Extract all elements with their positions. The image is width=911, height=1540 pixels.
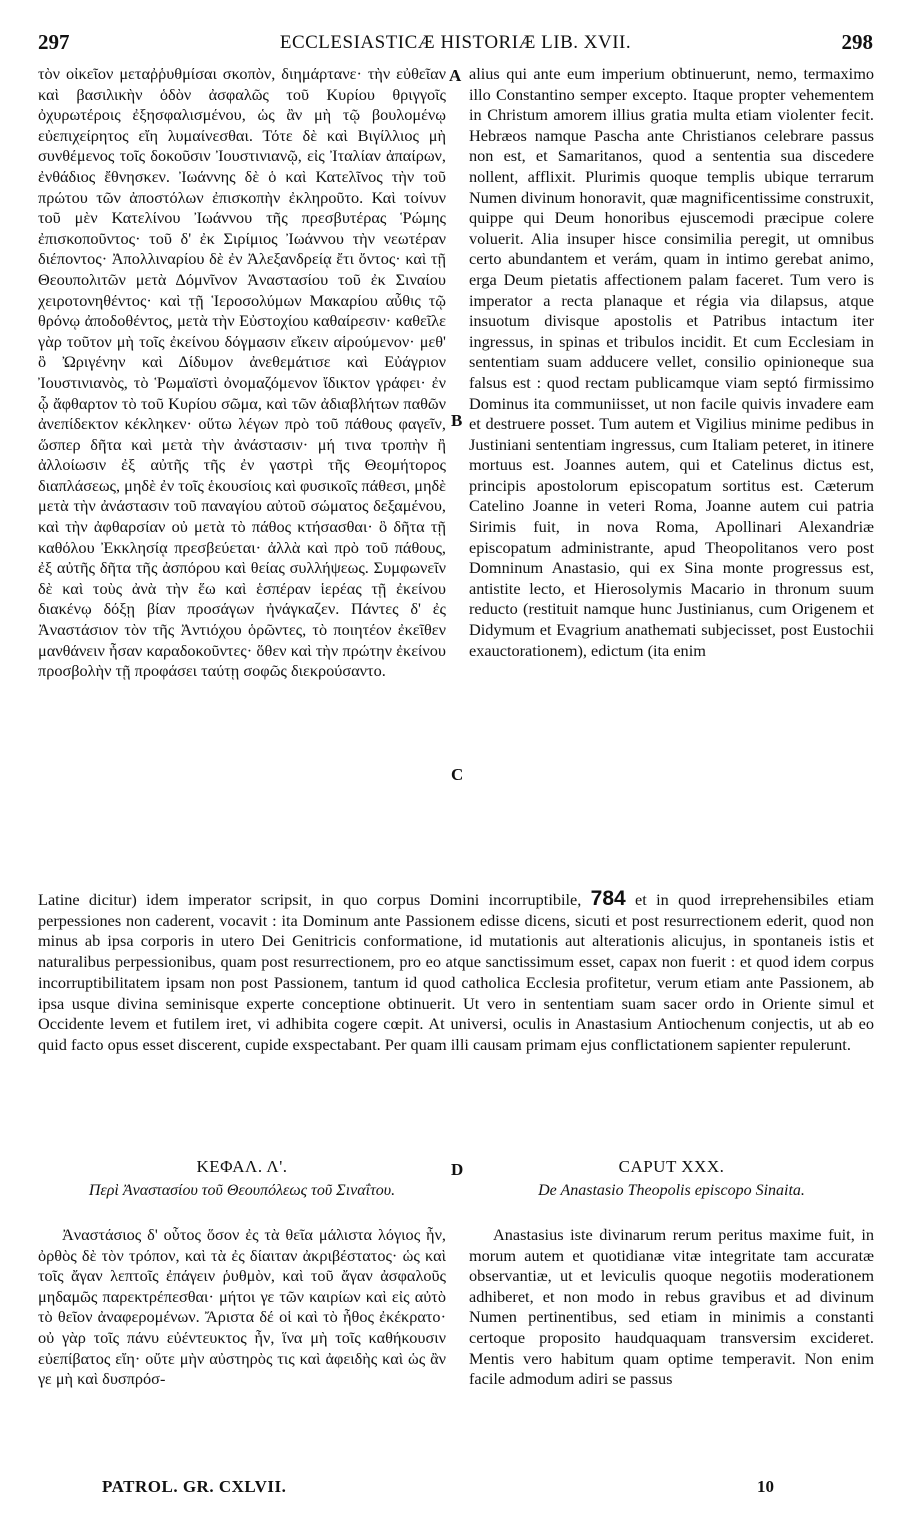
footer-signature: 10 — [757, 1477, 774, 1496]
full-text-part1: Latine dicitur) idem imperator scripsit, in quo corpus Domini incorruptibile, — [38, 890, 582, 909]
greek-chapter-title: Περὶ Ἀναστασίου τοῦ Θεουπόλεως τοῦ Σιναΐτου. — [88, 1182, 396, 1199]
running-title: ECCLESIASTICÆ HISTORIÆ LIB. XVII. — [279, 32, 632, 53]
latin-chapter-heading — [469, 1157, 874, 1201]
latin-column-top — [469, 64, 874, 661]
full-width-latin-paragraph — [38, 889, 874, 1056]
latin-chapter-number: CAPUT XXX. — [618, 1157, 725, 1176]
latin-column-bottom — [469, 1225, 874, 1390]
latin-chapter-title: De Anastasio Theopolis episcopo Sinaita. — [538, 1182, 805, 1199]
greek-text-top: τὸν οἰκεῖον μεταῤῥυθμίσαι σκοπὸν, διημάρτανε· τὴν εὐθεῖαν καὶ βασιλικὴν ὁδὸν ἀσφαλῶς τοῦ Κυρίου θριγγοῖς ὀχυρωτέροις ἐξησφαλισμένου, ὡς ἂν μὴ τῷ βουλομένῳ εὐεπιχείρητος εἴη λυμαίνεσθαι. Τότε δὲ καὶ Βιγίλλιος μὴ συνθέμενος τοῖς δοκοῦσιν Ἰουστινιανῷ, εἰς Ἰταλίαν ἀπαίρων, ἐνθάδιος ἔθνησκεν. Ἰωάννης δὲ ὁ καὶ Κατελῖνος τὴν τοῦ πρώτου τῶν ἀποστόλων ἐπισκοπὴν ἐκληροῦτο. Καὶ τοίνυν τοῦ μὲν Κατελίνου Ἰωάννου τῆς πρεσβυτέρας Ῥώμης ἐπισκοποῦντος· τοῦ δ' ἐκ Σιρίμιος Ἰωάννου τὴν νεωτέραν διέποντος· Ἀπολλιναρίου δὲ ἐν Ἀλεξανδρείᾳ ἔτι ὄντος· καὶ τῇ Θεουπολιτῶν μετὰ Δόμνῖνον Ἀναστασίου τοῦ ἐκ Σιναίου χειροτονηθέντος· καὶ τῇ Ἱεροσολύμων Μακαρίου αὖθις τῷ θρόνῳ ἀποδοθέντος, μετὰ τὴν Εὐστοχίου καθαίρεσιν· καθεῖλε γὰρ τοῦτον μὴ τοῖς ἐκείνου δόγμασιν εἴκειν αἱρούμενον· μεθ' ὃ Ὠριγένην καὶ Δίδυμον ἀνεθεμάτισε καὶ Εὐάγριον Ἰουστινιανὸς, τὸ Ῥωμαϊστὶ ὀνομαζόμενον ἴδικτον γράφει· ἐν ᾧ ἄφθαρτον τὸ τοῦ Κυρίου σῶμα, καὶ τῶν ἀδιαβλήτων παθῶν ἀνεπίδεκτον κέκληκεν· οὕτω λέγων πρὸ τοῦ πάθους φαγεῖν, ὥσπερ δῆτα καὶ μετὰ τὴν ἀνάστασιν· μή τινα τροπὴν ἢ ἀλλοίωσιν ἐξ αὐτῆς τῆς ἐν γαστρὶ τῆς Θεομήτορος διαπλάσεως, μηδὲ ἐν τοῖς ἑκουσίοις καὶ φυσικοῖς πάθεσι, μηδὲ μετὰ τὴν ἀνάστασιν τοῦ παναγίου αὐτοῦ σώματος δεξαμένου, καὶ τὴν ἀφθαρσίαν οὐ μετὰ τὸ πάθος κτήσασθαι· ὃ δῆτα τῇ καθόλου Ἐκκλησίᾳ πρεσβεύεται· ἀλλὰ καὶ πρὸ τοῦ πάθους, ἐξ αὐτῆς δῆτα τῆς ἀσπόρου καὶ θείας συλλήψεως. Συμφωνεῖν δὲ καὶ τοὺς ἀνὰ τὴν ἕω καὶ ἑσπέραν ἱερέας τῇ ἐκείνου διακένῳ δόξῃ βίαν προσάγων ἠνάγκαζεν. Πάντες δ' ἐς Ἀναστάσιον τὸν τῆς Ἀντιόχου ὁρῶντες, τὸ ποιητέον ἐκεῖθεν μανθάνειν ἦσαν καραδοκοῦντες· ὅθεν καὶ τὴν πρώτην ἐκείνου προσβολὴν τῇ προφάσει ταύτῃ σοφῶς διεκρούσαντο. — [38, 64, 446, 681]
column-number-marker: 784 — [590, 887, 626, 910]
margin-letter-a: A — [449, 66, 462, 85]
greek-column-top — [38, 64, 446, 682]
greek-column-bottom — [38, 1225, 446, 1390]
latin-text-top: alius qui ante eum imperium obtinuerunt, nemo, termaximo illo Constantino semper excepto. Itaque propter vehementem in Christum amorem illius gratia multa etiam violenter fecit. Hebræos namque Pascha ante Christianos celebrare passus non est, et Samaritanos, quod a sententia sua discedere nollent, afflixit. Plurimis quoque templis ubique terrarum Numen divinum honoravit, quæ magnificentissime construxit, quippe qui Deum honoribus ejuscemodi præcipue colere voluerit. Alia insuper hisce consimilia peregit, ut omnibus certo abundantem et verám, quam in intimo gerebat animo, erga Deum pietatis affectionem palam faceret. Tum vero is imperator a recta planaque et régia via dilapsus, atque insuotum divisque apostolis et Patribus intactum iter ingressus, in spinas et tribulos incidit. Et cum Ecclesiam in sententiam suam adducere vellet, consilio opinioneque sua falsus est : quod rectam publicamque viam septó firmissimo Dominus ita communiisset, ut non facile quivis invadere eam et destruere posset. Tum autem et Vigilius minime pedibus in Justiniani sententiam ingressus, cum Italiam peteret, in itinere mortuus est. Joannes autem, qui et Catelinus dictus est, principis apostolorum episcopatum sortitus est. Cæterum Catelino Joanne in veteri Roma, Joanne autem cui patria Sirimis fuit, in nova Roma, Apollinari Alexandriæ episcopatum administrante, apud Theopolitanos vero post Domninum Anastasio, qui ex Sina monte progressus est, antistite lecto, et Hierosolymis Macario in thronum suum reducto (restituit namque hunc Justinianus, cum Origenem et Didymum et Evagrium anathemati subjecisset, post Eustochii exauctorationem), edictum (ita enim — [469, 64, 874, 660]
page-header — [38, 30, 873, 56]
page-number-right: 298 — [841, 30, 873, 54]
page-number-left: 297 — [38, 30, 70, 54]
latin-text-bottom: Anastasius iste divinarum rerum peritus maxime fuit, in morum autem et quotidianæ vitæ integritate tam accuratæ observantiæ, ut et leviculis quoque negotiis moderationem adhiberet, et non modo in rebus gravibus et ad divinum Numen pertinentibus, sed etiam in minimis a constanti certoque proposito haudquaquam transversim excideret. Mentis vero habitum quam optime temperavit. Non enim facile admodum adiri se passus — [469, 1225, 874, 1389]
margin-letter-d: D — [451, 1160, 464, 1179]
footer-series: PATROL. GR. CXLVII. — [102, 1477, 287, 1496]
margin-letter-b: B — [451, 411, 463, 430]
greek-text-bottom: Ἀναστάσιος δ' οὗτος ὅσον ἐς τὰ θεῖα μάλιστα λόγιος ἦν, ὀρθὸς δὲ τὸν τρόπον, καὶ τὰ ἐς δίαιταν ἀκριβέστατος· ὡς καὶ τοῖς ἄγαν λεπτοῖς ἐπάγειν ῥυθμὸν, καὶ τοῦ ἄγαν ἀσφαλοῦς μηδαμῶς παρεκτρέπεσθαι· μήτοι γε τῶν καιρίων καὶ εἰς αὐτὸ τὸ θεῖον ἀναφερομένων. Ἄριστα δέ οἱ καὶ τὸ ἦθος ἐκέκρατο· οὐ γὰρ τοῖς πάνυ εὐέντευκτος ἦν, ἵνα μὴ τοῖς καθήκουσιν εὐεπίβατος εἴη· οὔτε μὴν αὐστηρὸς τις καὶ ἀφειδὴς καὶ ὡς ἂν γε μὴ καὶ δυσπρόσ- — [38, 1225, 446, 1389]
full-text-part2: et in quod irreprehensibiles etiam perpessiones non caderent, vocavit : ita Dominum ante Passionem edisse dicens, sicuti et post resurrectionem ederit, quod non minus ab ipsa corporis in utero Dei Genitricis conformatione, id mutationis aut alterationis alicujus, in spontaneis istis et naturalibus perpessionibus, quam post resurrectionem, pro eo atque sanctissimum esset, capax non fuerit : et quod idem corpus incorruptibilitatem ipsam non post Passionem, tantum id quod catholica Ecclesia profitetur, verum etiam ante Passionem, ab ipsa usque divina seminisque experte conceptione obtinuerit. Ut vero in sententiam suam sacer ordo in Oriente simul et Occidente levem et futilem iret, vi adhibita cogere cœpit. At universi, oculis in Anastasium Antiochenum conjectis, ut ab eo quid facto opus esset discerent, cupide exspectabant. Per quam illi causam primam ejus conflictationem sapienter repulerunt. — [38, 890, 874, 1054]
greek-chapter-number: ΚΕΦΑΛ. Λ'. — [196, 1157, 288, 1176]
greek-chapter-heading — [38, 1157, 446, 1201]
margin-letter-c: C — [451, 765, 464, 784]
